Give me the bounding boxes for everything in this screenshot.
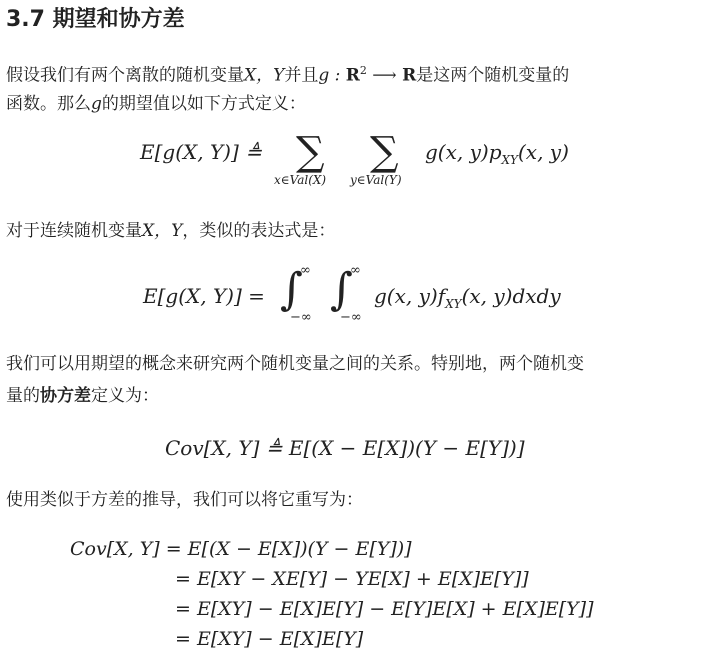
- eq1-lhs: E[g(X, Y)] ≜: [140, 140, 262, 164]
- math-arrow: ⟶: [366, 65, 403, 86]
- derivation-line-1: Cov[X, Y] = E[(X − E[X])(Y − E[Y])]: [70, 538, 412, 560]
- eq2-rhs-main: g(x, y)f: [374, 284, 446, 308]
- math-xy: X，Y: [244, 65, 285, 86]
- text: 定义为：: [91, 386, 159, 406]
- math-xy: X，Y: [142, 221, 183, 241]
- text: 假设我们有两个离散的随机变量: [6, 65, 244, 86]
- integral-upper-limit: ∞: [350, 263, 361, 278]
- math-superscript: 2: [359, 64, 367, 77]
- sum-subscript-x: x∈Val(X): [274, 173, 327, 187]
- eq2-rhs-sub: XY: [445, 297, 462, 311]
- equation-covariance-definition: Cov[X, Y] ≜ E[(X − E[X])(Y − E[Y])]: [165, 436, 525, 460]
- text: 函数。那么: [6, 94, 91, 114]
- paragraph-4: 使用类似于方差的推导，我们可以将它重写为：: [6, 490, 363, 510]
- text: 是这两个随机变量的: [416, 65, 570, 86]
- derivation-line-3: = E[XY] − E[X]E[Y] − E[Y]E[X] + E[X]E[Y]]: [175, 598, 594, 620]
- math-reals: R: [402, 65, 417, 86]
- integral-symbol: ∫: [280, 264, 303, 315]
- math-g: g :: [318, 65, 346, 86]
- eq1-rhs-tail: (x, y): [517, 140, 569, 164]
- text: ，类似的表达式是：: [182, 221, 336, 241]
- sum-symbol: ∑: [370, 129, 399, 175]
- text: 的期望值以如下方式定义：: [101, 94, 306, 114]
- text: 对于连续随机变量: [6, 221, 142, 241]
- section-heading: 3.7 期望和协方差: [6, 7, 185, 32]
- eq2-lhs: E[g(X, Y)] =: [143, 284, 265, 308]
- derivation-line-2: = E[XY − XE[Y] − YE[X] + E[X]E[Y]]: [175, 568, 529, 590]
- math-g: g: [91, 94, 102, 114]
- derivation-line-4: = E[XY] − E[X]E[Y]: [175, 628, 364, 650]
- integral-lower-limit: −∞: [340, 310, 362, 325]
- paragraph-1-line-2: [6, 88, 714, 120]
- paragraph-2: [6, 215, 714, 247]
- paragraph-1-line-1: [6, 55, 714, 92]
- integral-upper-limit: ∞: [300, 263, 311, 278]
- integral-symbol: ∫: [330, 264, 353, 315]
- math-reals: R: [345, 65, 360, 86]
- paragraph-3-line-1: 我们可以用期望的概念来研究两个随机变量之间的关系。特别地，两个随机变: [6, 354, 584, 374]
- bold-term-covariance: 协方差: [40, 386, 91, 406]
- text: 量的: [6, 386, 40, 406]
- paragraph-3-line-2: [6, 380, 714, 412]
- eq1-rhs: [425, 140, 569, 167]
- eq2-rhs: [374, 284, 561, 311]
- eq1-rhs-main: g(x, y)p: [425, 140, 502, 164]
- text: 并且: [284, 65, 319, 86]
- sum-symbol: ∑: [296, 129, 325, 175]
- eq1-rhs-sub: XY: [501, 153, 518, 167]
- integral-lower-limit: −∞: [290, 310, 312, 325]
- eq2-rhs-tail: (x, y)dxdy: [461, 284, 561, 308]
- sum-subscript-y: y∈Val(Y): [350, 173, 402, 187]
